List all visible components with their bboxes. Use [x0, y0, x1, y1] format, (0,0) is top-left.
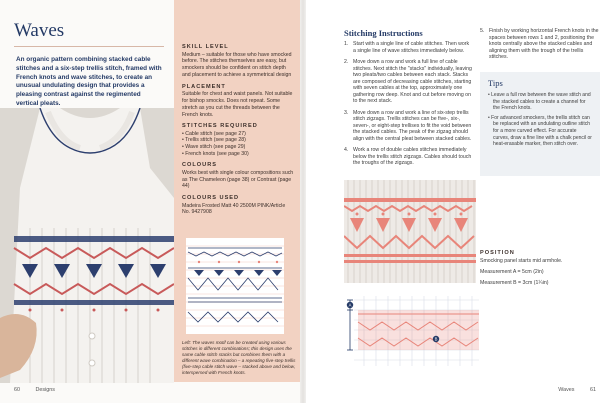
page-title: Waves — [14, 20, 65, 41]
smocking-swatch-photo — [344, 180, 476, 283]
instruction-step — [480, 28, 600, 61]
title-rule — [14, 46, 164, 47]
skill-level-text: Medium – suitable for those who have smocked before. The stitches themselves are easy, but smockers should be confident on stitch depth and placement to achieve a symmetrical design — [182, 51, 292, 78]
step-text: Move down a row and work a line of six-step trellis stitch zigzags. Trellis stitches can be five-, six-, seven-, or eight-step trellises to fit the void between the stacked cables. The peak of the zigzag should align with the central pleat between stacked cables. — [353, 109, 472, 142]
tips-box — [480, 72, 600, 176]
skill-level-heading: SKILL LEVEL — [182, 44, 229, 50]
tip-item: • Leave a full row between the wave stitch and the stacked cables to create a channel for the French knots. — [488, 92, 592, 112]
step-number: 2. — [344, 59, 349, 65]
position-heading: POSITION — [480, 250, 515, 256]
label-b: B — [434, 336, 438, 342]
instruction-step — [344, 59, 472, 105]
stitch-chart-graphic — [186, 238, 284, 334]
step-text: Start with a single line of cable stitches. Then work a single line of wave stitches immediately below. — [353, 41, 470, 54]
smocked-dress-photo — [0, 108, 174, 383]
stitch-item: • French knots (see page 30) — [182, 151, 294, 158]
step-text: Work a row of double cables stitches immediately below the trellis stitch zigzags. Cables should touch the troughs of the zigzags. — [353, 147, 472, 166]
label-a: A — [348, 302, 352, 308]
stitch-item: • Trellis stitch (see page 28) — [182, 137, 294, 144]
tips-title: Tips — [488, 78, 503, 88]
instruction-step — [344, 147, 472, 167]
placement-text: Suitable for chest and waist panels. Not suitable for bishop smocks. Does not repeat. Some stretch as you cut the threads between the French knots. — [182, 91, 293, 118]
photo-caption: Left: The waves motif can be created using various stitches in different combinations; this design uses the same cable stitch stacks but combines them with a different wave combination – a repeating five-step trellis (five-step cable stitch wave – stacked above and below, interspersed with French knots. — [182, 340, 296, 375]
position-section — [480, 250, 600, 291]
stitch-chart-diagram — [186, 238, 284, 334]
colours-heading: COLOURS — [182, 162, 217, 169]
pleat-placement-diagram — [344, 292, 479, 368]
colours-section — [182, 162, 294, 190]
placement-heading: PLACEMENT — [182, 83, 226, 90]
measurement-b: Measurement B = 3cm (1¼in) — [480, 280, 549, 286]
left-section-label: Designs — [35, 387, 55, 393]
instructions-title: Stitching Instructions — [344, 28, 423, 38]
swatch-illustration — [344, 180, 476, 283]
step-text: Move down a row and work a full line of cable stitches. Next stitch the "stacks" individually, leaving two pleats/two cables between each stack. Stacks are composed of decreasing cable stitches, starting with seven cables at the top, approximately one gathering row deep. Knot and cut before moving on to the next stack. — [353, 59, 472, 104]
step-number: 1. — [344, 41, 349, 47]
steps-column-right — [480, 28, 600, 66]
stitch-item: • Cable stitch (see page 27) — [182, 131, 294, 138]
right-section-label: Waves — [558, 387, 575, 393]
stitches-heading: STITCHES REQUIRED — [182, 123, 258, 130]
info-panel-content — [182, 44, 294, 221]
position-text: Smocking panel starts mid armhole. — [480, 258, 563, 264]
step-number: 3. — [344, 109, 349, 116]
left-footer — [14, 387, 69, 393]
colours-used-section — [182, 195, 294, 216]
stitches-section — [182, 123, 294, 157]
dress-photo-illustration — [0, 108, 174, 383]
right-page — [306, 0, 606, 403]
step-text: Finish by working horizontal French knots in the spaces between rows 1 and 2, positioning the knots centrally above the stacked cables and aligning them with the trough of the trellis stitches. — [489, 28, 599, 60]
colours-used-text: Madeira Frosted Matt 40 2500M PINK/Article No. 9427908 — [182, 202, 286, 216]
left-page-number: 60 — [14, 387, 20, 393]
stitch-item: • Wave stitch (see page 29) — [182, 144, 294, 151]
placement-section — [182, 84, 294, 119]
intro-paragraph: An organic pattern combining stacked cable stitches and a six-step trellis stitch, framed with French knots and wave stitches, to create an unusual undulating design that provides a pleasing contrast against the regimented vertical pleats. — [16, 56, 162, 107]
skill-level-section — [182, 44, 294, 79]
colours-text: Works best with single colour compositions such as The Chameleon (page 38) or Contrast (page 44) — [182, 169, 294, 190]
right-page-number: 61 — [590, 387, 596, 393]
colours-used-heading: COLOURS USED — [182, 195, 240, 202]
stitches-list — [182, 131, 294, 157]
tip-item: • For advanced smockers, the trellis stitch can be replaced with an undulating outline stitch for a more curved effect. For accurate curves, draw a fine line with a chalk pencil or heat-erasable marker, then stitch over. — [488, 115, 592, 148]
title-block — [14, 20, 172, 47]
tips-list — [488, 92, 592, 148]
right-footer — [306, 387, 596, 393]
instruction-step — [344, 110, 472, 143]
step-number: 5. — [480, 28, 485, 34]
measurement-a: Measurement A = 5cm (2in) — [480, 269, 544, 275]
step-number: 4. — [344, 147, 349, 153]
instruction-step — [344, 41, 472, 54]
pleat-grid-graphic — [344, 292, 479, 368]
steps-column-left — [344, 41, 472, 172]
